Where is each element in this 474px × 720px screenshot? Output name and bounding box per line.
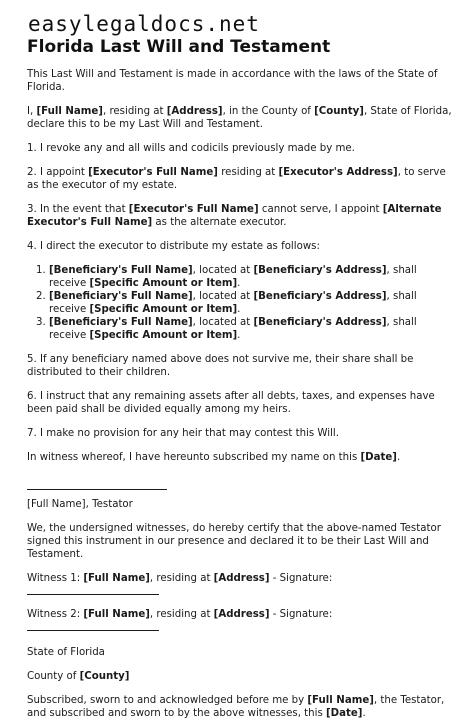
- text-segment: , shall receive: [49, 317, 417, 341]
- amount-placeholder: [Specific Amount or Item]: [89, 278, 238, 289]
- clause-2: [27, 166, 452, 192]
- amount-placeholder: [Specific Amount or Item]: [89, 330, 238, 341]
- text-segment: - Signature:: [269, 573, 333, 584]
- executor-name-placeholder: [Executor's Full Name]: [88, 167, 218, 178]
- text-segment: , shall receive: [49, 265, 417, 289]
- clause-1: 1. I revoke any and all wills and codicils previously made by me.: [27, 143, 355, 154]
- clause-7: 7. I make no provision for any heir that may contest this Will.: [27, 428, 339, 439]
- clause-5: 5. If any beneficiary named above does not survive me, their share shall be distributed to their children.: [27, 354, 414, 378]
- text-segment: In witness whereof, I have hereunto subscribed my name on this: [27, 452, 361, 463]
- list-item: [27, 264, 452, 290]
- testator-name-placeholder: [Full Name]: [307, 695, 374, 706]
- list-item: [27, 316, 452, 342]
- list-item: [27, 290, 452, 316]
- list-number: 3.: [36, 317, 46, 328]
- beneficiary-name-placeholder: [Beneficiary's Full Name]: [49, 317, 193, 328]
- text-segment: residing at: [217, 167, 279, 178]
- witness-1-line: [27, 572, 452, 599]
- list-number: 1.: [36, 265, 46, 276]
- witness-name-placeholder: [Full Name]: [83, 609, 150, 620]
- text-segment: , residing at: [102, 106, 167, 117]
- text-segment: .: [237, 278, 241, 289]
- text-segment: County of: [27, 671, 80, 682]
- witness-name-placeholder: [Full Name]: [83, 573, 150, 584]
- beneficiary-address-placeholder: [Beneficiary's Address]: [253, 265, 387, 276]
- document-title: Florida Last Will and Testament: [27, 37, 331, 57]
- date-placeholder: [Date]: [360, 452, 397, 463]
- text-segment: I,: [27, 106, 37, 117]
- notary-paragraph: [27, 694, 452, 720]
- text-segment: , residing at: [149, 573, 214, 584]
- witness-address-placeholder: [Address]: [213, 609, 270, 620]
- witness-clause: [27, 451, 452, 464]
- testator-name-placeholder: [Full Name]: [36, 106, 103, 117]
- executor-address-placeholder: [Executor's Address]: [278, 167, 398, 178]
- alternate-executor-placeholder: [Alternate Executor's Full Name]: [27, 204, 442, 228]
- text-segment: 2. I appoint: [27, 167, 89, 178]
- text-segment: , to serve as the executor of my estate.: [27, 167, 446, 191]
- beneficiary-name-placeholder: [Beneficiary's Full Name]: [49, 291, 193, 302]
- intro-paragraph: This Last Will and Testament is made in accordance with the laws of the State of Florida.: [27, 69, 438, 93]
- beneficiary-list: [27, 264, 452, 342]
- text-segment: Witness 2:: [27, 609, 84, 620]
- text-segment: , shall receive: [49, 291, 417, 315]
- testator-label: [Full Name], Testator: [27, 499, 133, 510]
- text-segment: , in the County of: [222, 106, 315, 117]
- witness-1-signature-line[interactable]: [27, 585, 159, 595]
- county-line: [27, 670, 452, 683]
- text-segment: as the alternate executor.: [152, 217, 287, 228]
- text-segment: .: [237, 304, 241, 315]
- clause-3: [27, 203, 452, 229]
- declaration-paragraph: [27, 105, 452, 131]
- amount-placeholder: [Specific Amount or Item]: [89, 304, 238, 315]
- text-segment: .: [362, 708, 366, 719]
- county-placeholder: [County]: [79, 671, 130, 682]
- witness-2-signature-line[interactable]: [27, 621, 159, 631]
- county-placeholder: [County]: [314, 106, 364, 117]
- text-segment: .: [396, 452, 401, 463]
- text-segment: , residing at: [149, 609, 214, 620]
- executor-name-placeholder: [Executor's Full Name]: [128, 204, 259, 215]
- state-line: State of Florida: [27, 647, 105, 658]
- text-segment: , located at: [192, 291, 254, 302]
- text-segment: - Signature:: [269, 609, 333, 620]
- beneficiary-address-placeholder: [Beneficiary's Address]: [253, 291, 387, 302]
- witness-address-placeholder: [Address]: [213, 573, 270, 584]
- site-brand: easylegaldocs.net: [28, 12, 260, 36]
- text-segment: , the Testator, and subscribed and sworn to by the above witnesses, this: [27, 695, 445, 719]
- text-segment: , State of Florida, declare this to be my Last Will and Testament.: [27, 106, 452, 130]
- beneficiary-address-placeholder: [Beneficiary's Address]: [253, 317, 387, 328]
- text-segment: Subscribed, sworn to and acknowledged before me by: [27, 695, 308, 706]
- text-segment: , located at: [192, 317, 254, 328]
- testator-address-placeholder: [Address]: [166, 106, 223, 117]
- witness-2-line: [27, 608, 452, 635]
- text-segment: 3. In the event that: [27, 204, 129, 215]
- date-placeholder: [Date]: [326, 708, 363, 719]
- testator-signature-line[interactable]: [27, 475, 167, 490]
- beneficiary-name-placeholder: [Beneficiary's Full Name]: [49, 265, 193, 276]
- list-number: 2.: [36, 291, 46, 302]
- text-segment: Witness 1:: [27, 573, 84, 584]
- text-segment: .: [237, 330, 241, 341]
- witness-certification: We, the undersigned witnesses, do hereby certify that the above-named Testator signed this instrument in our presence and declared it to be their Last Will and Testament.: [27, 523, 441, 560]
- text-segment: , located at: [192, 265, 254, 276]
- clause-6: 6. I instruct that any remaining assets after all debts, taxes, and expenses have been paid shall be divided equally among my heirs.: [27, 391, 435, 415]
- text-segment: cannot serve, I appoint: [258, 204, 383, 215]
- clause-4-intro: 4. I direct the executor to distribute my estate as follows:: [27, 241, 320, 252]
